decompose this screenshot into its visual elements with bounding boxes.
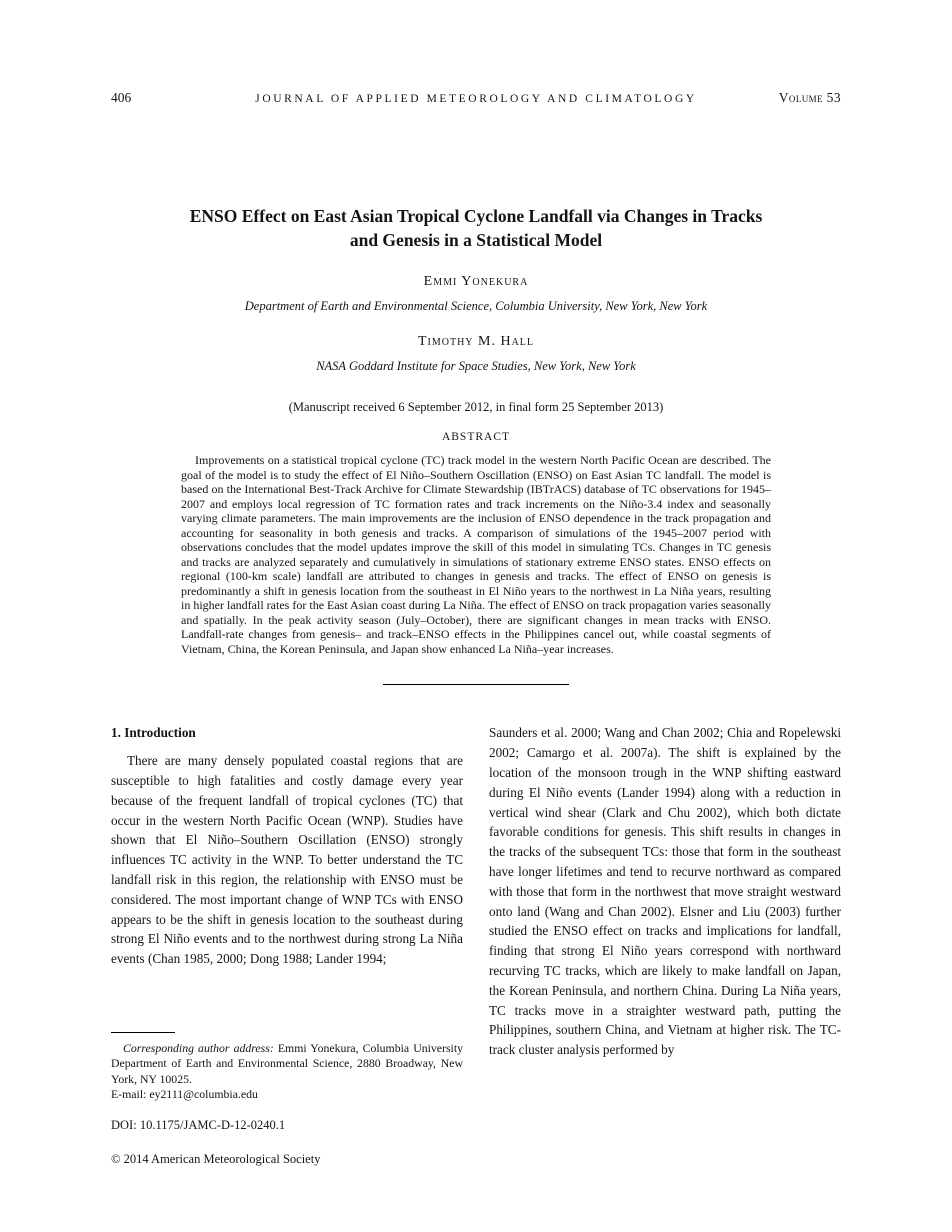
article-title xyxy=(111,205,841,252)
abstract-text: Improvements on a statistical tropical cyclone (TC) track model in the western North Pacific Ocean are described. The goal of the model is to study the effect of El Niño–Southern Oscillation (ENSO) on East Asian TC landfall. The model is based on the International Best-Track Archive for Climate Stewardship (IBTrACS) database of TC observations for 1945–2007 and employs local regression of TC formation rates and track increments on the Niño-3.4 index and seasonally varying climate parameters. The main improvements are the inclusion of ENSO dependence in the track propagation and accounting for seasonality in both genesis and tracks. A comparison of simulations of the 1945–2007 period with observations concludes that the model updates improve the skill of this model in simulating TCs. Changes in TC genesis and tracks are analyzed separately and cumulatively in simulations of stationary extreme ENSO states. ENSO effects on regional (100-km scale) landfall are attributed to changes in genesis and tracks. The effect of ENSO on genesis is predominantly a shift in genesis location from the southeast in El Niño years to the northwest in La Niña years, resulting in higher landfall rates for the East Asian coast during La Niña. The effect of ENSO on track propagation varies seasonally and spatially. In the peak activity season (July–October), there are significant changes in mean tracks with ENSO. Landfall-rate changes from genesis– and track–ENSO effects in the Philippines cancel out, while coastal segments of Vietnam, China, the Korean Peninsula, and Japan show enhanced La Niña–year increases. xyxy=(181,453,771,656)
page-content xyxy=(111,0,841,1060)
journal-name: JOURNAL OF APPLIED METEOROLOGY AND CLIMATOLOGY xyxy=(255,93,697,105)
manuscript-received-note: (Manuscript received 6 September 2012, in final form 25 September 2013) xyxy=(288,400,664,415)
doi-line: DOI: 10.1175/JAMC-D-12-0240.1 xyxy=(111,1118,286,1132)
section-heading-introduction: 1. Introduction xyxy=(111,725,196,741)
footnote-address: Emmi Yonekura, Columbia University Department of Earth and Environmental Science, 2880 Broadway, New York, NY 10025. xyxy=(111,1041,463,1086)
abstract-heading: ABSTRACT xyxy=(441,431,511,444)
footnote-text xyxy=(111,1041,463,1087)
page-header xyxy=(111,0,841,106)
corresponding-author-footnote xyxy=(111,1032,463,1102)
footnote-email: E-mail: ey2111@columbia.edu xyxy=(111,1086,258,1101)
article-title-line-2: and Genesis in a Statistical Model xyxy=(349,229,603,250)
volume-label: Volume 53 xyxy=(778,90,841,105)
body-columns xyxy=(111,723,841,1060)
article-title-line-1: ENSO Effect on East Asian Tropical Cyclone Landfall via Changes in Tracks xyxy=(189,206,763,226)
left-column xyxy=(111,723,463,1060)
page-number: 406 xyxy=(111,90,132,105)
author-name-2: Timothy M. Hall xyxy=(417,334,535,350)
intro-paragraph-left: There are many densely populated coastal regions that are susceptible to high fatalities and costly damage every year because of the frequent landfall of tropical cyclones (TC) that occur in the western North Pacific Ocean (WNP). Studies have shown that El Niño–Southern Oscillation (ENSO) strongly influences TC activity in the WNP. To better understand the TC landfall risk in this region, the relationship with ENSO must be considered. The most important change of WNP TCs with ENSO appears to be the shift in genesis location to the southeast during strong El Niño events and to the northwest during strong La Niña events (Chan 1985, 2000; Dong 1988; Lander 1994; xyxy=(111,753,463,967)
author-name-1: Emmi Yonekura xyxy=(423,274,529,290)
author-affiliation-2: NASA Goddard Institute for Space Studies, New York, New York xyxy=(316,359,636,374)
footnote-label: Corresponding author address: xyxy=(123,1041,274,1055)
title-block xyxy=(111,205,841,415)
footnote-rule xyxy=(111,1032,175,1033)
intro-paragraph-right: Saunders et al. 2000; Wang and Chan 2002; Chia and Ropelewski 2002; Camargo et al. 2007a). The shift is explained by the location of the monsoon trough in the WNP shifting eastward during El Niño events (Lander 1994) along with a reduction in vertical wind shear (Clark and Chu 2002), which both dictate favorable conditions for genesis. This shift results in changes in the tracks of the subsequent TCs: those that form in the southeast have longer lifetimes and tend to recurve northward as compared with those that form in the northwest that move straight westward onto land (Wang and Chan 2002). Elsner and Liu (2003) further studied the ENSO effect on tracks and implications for landfall, finding that strong El Niño years correspond with northward recurving TC tracks, which are likely to make landfall on Japan, the Korean Peninsula, and northern China. During La Niña years, TC tracks move in a straighter westward path, putting the Philippines, southern China, and Vietnam at higher risk. The TC-track cluster analysis performed by xyxy=(489,725,841,1058)
right-column xyxy=(489,723,841,1060)
abstract-separator-rule xyxy=(383,684,569,685)
copyright-line: © 2014 American Meteorological Society xyxy=(111,1152,321,1166)
author-affiliation-1: Department of Earth and Environmental Science, Columbia University, New York, New York xyxy=(244,299,708,314)
